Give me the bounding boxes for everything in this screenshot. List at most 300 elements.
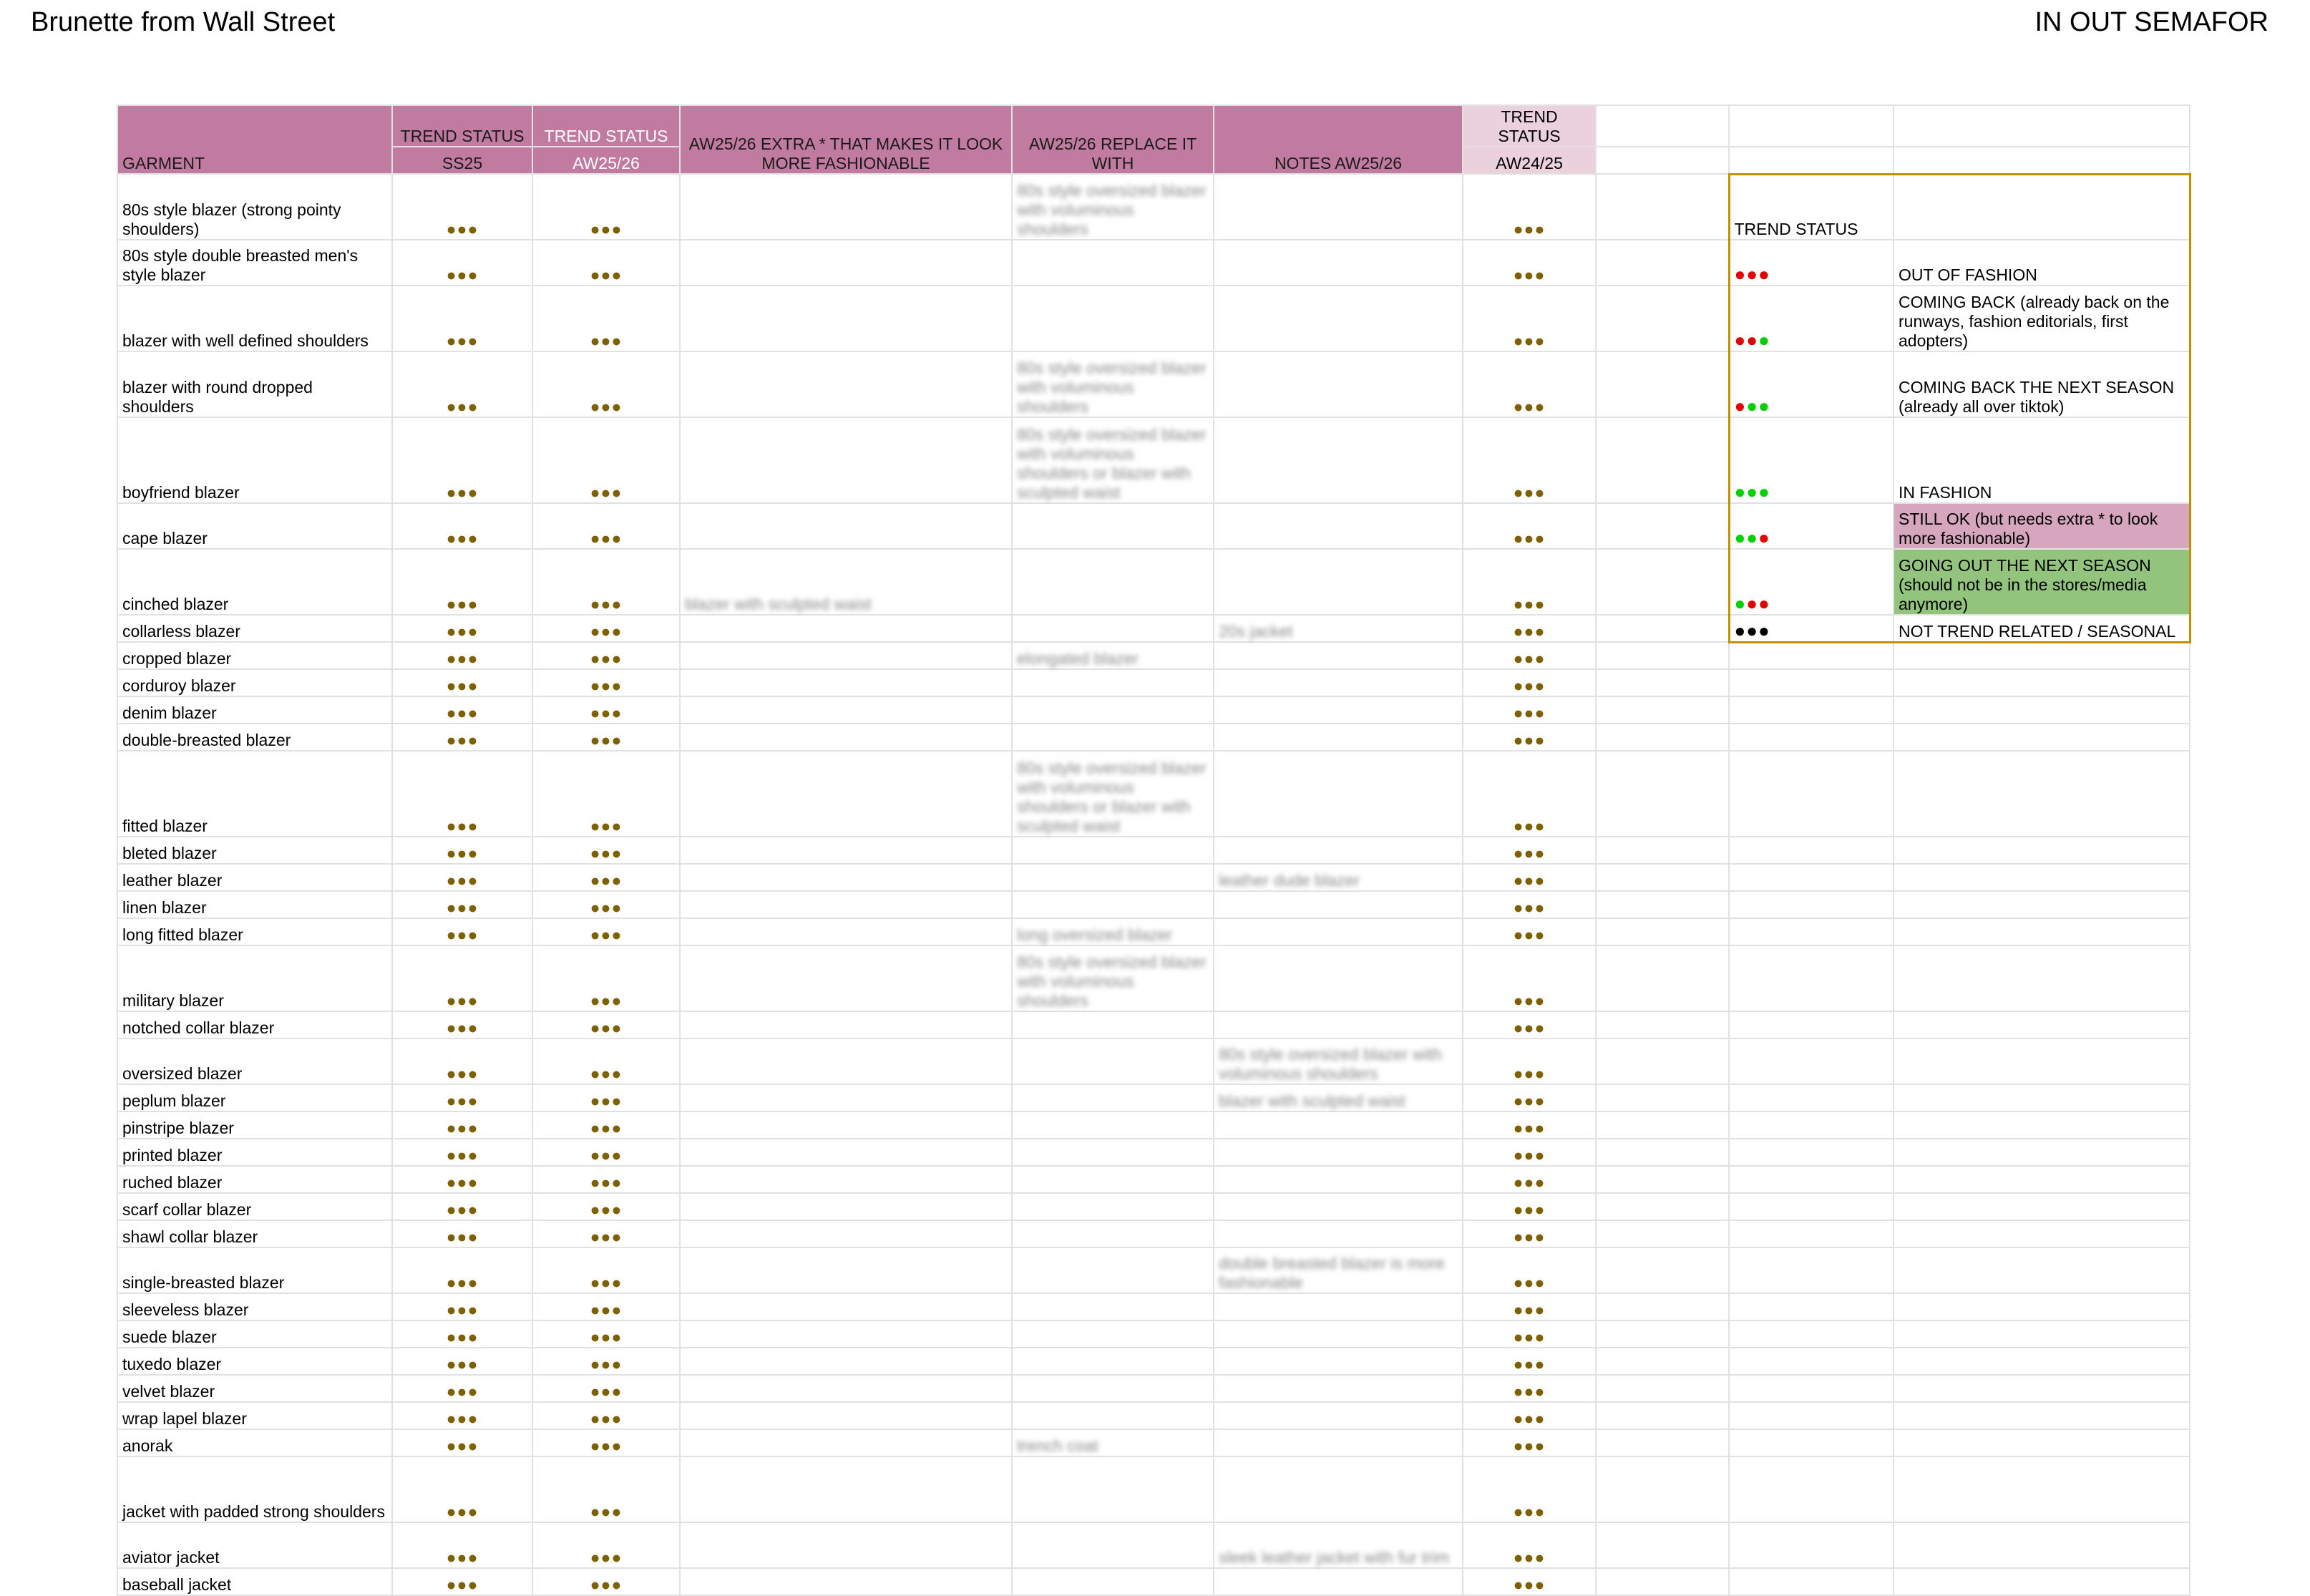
extra-cell xyxy=(680,918,1012,945)
notes-cell xyxy=(1214,1402,1463,1429)
empty-cell xyxy=(1596,549,1729,615)
status-dots-ss25: ●●● xyxy=(392,642,532,669)
legend-dots-cell xyxy=(1729,837,1894,864)
replace-cell xyxy=(1012,1193,1214,1220)
empty-cell xyxy=(1596,503,1729,549)
legend-title: TREND STATUS xyxy=(1729,174,1894,240)
replace-cell: elongated blazer xyxy=(1012,642,1214,669)
status-dots-aw2425: ●●● xyxy=(1463,1375,1596,1402)
garment-cell: 80s style double breasted men's style blazer xyxy=(117,240,392,286)
legend-dots-cell xyxy=(1729,669,1894,696)
replace-cell xyxy=(1012,1011,1214,1038)
status-dots-aw2526: ●●● xyxy=(532,1038,680,1084)
legend-dot-icon: ● xyxy=(1746,395,1758,417)
notes-cell xyxy=(1214,351,1463,417)
notes-cell xyxy=(1214,918,1463,945)
legend-dots-cell xyxy=(1729,945,1894,1011)
table-row xyxy=(117,751,2190,837)
status-dots-aw2526: ●●● xyxy=(532,1139,680,1166)
extra-cell xyxy=(680,615,1012,642)
legend-label-cell xyxy=(1894,1111,2190,1139)
replace-cell: 80s style oversized blazer with voluminous shoulders xyxy=(1012,351,1214,417)
table-row xyxy=(117,1084,2190,1111)
garment-cell: cropped blazer xyxy=(117,642,392,669)
legend-label: IN FASHION xyxy=(1894,417,2190,503)
notes-cell xyxy=(1214,1220,1463,1247)
replace-cell xyxy=(1012,1038,1214,1084)
extra-cell xyxy=(680,724,1012,751)
garment-cell: corduroy blazer xyxy=(117,669,392,696)
status-dots-aw2526: ●●● xyxy=(532,1402,680,1429)
replace-cell xyxy=(1012,864,1214,891)
notes-cell: 80s style oversized blazer with voluminous shoulders xyxy=(1214,1038,1463,1084)
legend-label-cell xyxy=(1894,864,2190,891)
replace-cell xyxy=(1012,1348,1214,1375)
legend-dots-cell xyxy=(1729,286,1894,351)
replace-cell xyxy=(1012,1402,1214,1429)
empty-cell xyxy=(1596,724,1729,751)
empty-cell xyxy=(1596,615,1729,642)
notes-cell xyxy=(1214,240,1463,286)
empty-cell xyxy=(1596,864,1729,891)
status-dots-ss25: ●●● xyxy=(392,864,532,891)
empty-cell xyxy=(1596,1522,1729,1568)
empty-cell xyxy=(1596,1320,1729,1348)
empty-cell xyxy=(1596,1220,1729,1247)
garment-cell: collarless blazer xyxy=(117,615,392,642)
empty-cell xyxy=(1596,1429,1729,1456)
status-dots-ss25: ●●● xyxy=(392,1193,532,1220)
garment-cell: baseball jacket xyxy=(117,1568,392,1595)
status-dots-ss25: ●●● xyxy=(392,1166,532,1193)
table-row xyxy=(117,642,2190,669)
garment-cell: single-breasted blazer xyxy=(117,1247,392,1293)
empty-cell xyxy=(1596,751,1729,837)
legend-dots-cell xyxy=(1729,1375,1894,1402)
table-row xyxy=(117,286,2190,351)
status-dots-aw2526: ●●● xyxy=(532,417,680,503)
status-dots-aw2425: ●●● xyxy=(1463,918,1596,945)
status-dots-ss25: ●●● xyxy=(392,549,532,615)
header-replace: AW25/26 REPLACE IT WITH xyxy=(1012,105,1214,174)
document-right-title: IN OUT SEMAFOR xyxy=(2034,7,2268,37)
empty-cell xyxy=(1596,1193,1729,1220)
legend-dots-cell xyxy=(1729,549,1894,615)
legend-label: STILL OK (but needs extra * to look more fashionable) xyxy=(1894,503,2190,549)
notes-cell: double breasted blazer is more fashionable xyxy=(1214,1247,1463,1293)
replace-cell xyxy=(1012,1166,1214,1193)
garment-cell: peplum blazer xyxy=(117,1084,392,1111)
status-dots-ss25: ●●● xyxy=(392,1247,532,1293)
extra-cell xyxy=(680,1522,1012,1568)
status-dots-ss25: ●●● xyxy=(392,891,532,918)
status-dots-ss25: ●●● xyxy=(392,1375,532,1402)
empty-cell xyxy=(1596,945,1729,1011)
header-extra: AW25/26 EXTRA * THAT MAKES IT LOOK MORE FASHIONABLE xyxy=(680,105,1012,174)
extra-cell xyxy=(680,1193,1012,1220)
status-dots-aw2425: ●●● xyxy=(1463,1247,1596,1293)
table-row xyxy=(117,1522,2190,1568)
status-dots-aw2526: ●●● xyxy=(532,1084,680,1111)
header-trend-status-aw2526: TREND STATUS xyxy=(532,105,680,147)
garment-cell: jacket with padded strong shoulders xyxy=(117,1456,392,1522)
extra-cell xyxy=(680,891,1012,918)
empty-cell xyxy=(1596,837,1729,864)
replace-cell xyxy=(1012,1220,1214,1247)
replace-cell: 80s style oversized blazer with voluminous shoulders or blazer with sculpted waist xyxy=(1012,751,1214,837)
extra-cell xyxy=(680,1568,1012,1595)
legend-dots-cell xyxy=(1729,642,1894,669)
status-dots-ss25: ●●● xyxy=(392,669,532,696)
status-dots-aw2425: ●●● xyxy=(1463,286,1596,351)
legend-dots-cell xyxy=(1729,891,1894,918)
status-dots-ss25: ●●● xyxy=(392,1011,532,1038)
extra-cell xyxy=(680,1429,1012,1456)
table-row xyxy=(117,1011,2190,1038)
legend-dots-cell xyxy=(1729,1038,1894,1084)
status-dots-aw2425: ●●● xyxy=(1463,1084,1596,1111)
status-dots-aw2425: ●●● xyxy=(1463,1568,1596,1595)
garment-cell: sleeveless blazer xyxy=(117,1293,392,1320)
table-row xyxy=(117,1293,2190,1320)
table-row xyxy=(117,615,2190,642)
status-dots-aw2526: ●●● xyxy=(532,1111,680,1139)
extra-cell xyxy=(680,1139,1012,1166)
legend-label-cell xyxy=(1894,724,2190,751)
extra-cell xyxy=(680,1456,1012,1522)
legend-label: COMING BACK (already back on the runways, fashion editorials, first adopters) xyxy=(1894,286,2190,351)
status-dots-aw2425: ●●● xyxy=(1463,945,1596,1011)
status-dots-aw2526: ●●● xyxy=(532,1011,680,1038)
status-dots-ss25: ●●● xyxy=(392,724,532,751)
table-row xyxy=(117,503,2190,549)
replace-cell xyxy=(1012,503,1214,549)
status-dots-ss25: ●●● xyxy=(392,945,532,1011)
notes-cell xyxy=(1214,1193,1463,1220)
garment-cell: 80s style blazer (strong pointy shoulders) xyxy=(117,174,392,240)
legend-dot-icon: ● xyxy=(1746,263,1758,285)
status-dots-aw2526: ●●● xyxy=(532,724,680,751)
legend-dots-cell xyxy=(1729,724,1894,751)
garment-cell: cinched blazer xyxy=(117,549,392,615)
extra-cell xyxy=(680,1011,1012,1038)
legend-dot-icon: ● xyxy=(1746,329,1758,351)
legend-label-cell xyxy=(1894,1193,2190,1220)
replace-cell xyxy=(1012,240,1214,286)
status-dots-aw2425: ●●● xyxy=(1463,696,1596,724)
empty-cell xyxy=(1596,642,1729,669)
legend-label-cell xyxy=(1894,1084,2190,1111)
status-dots-aw2425: ●●● xyxy=(1463,503,1596,549)
status-dots-aw2526: ●●● xyxy=(532,918,680,945)
legend-dot-icon: ● xyxy=(1758,263,1770,285)
garment-cell: double-breasted blazer xyxy=(117,724,392,751)
garment-cell: military blazer xyxy=(117,945,392,1011)
garment-cell: velvet blazer xyxy=(117,1375,392,1402)
empty-cell xyxy=(1596,1011,1729,1038)
legend-dots-cell xyxy=(1729,1456,1894,1522)
garment-cell: printed blazer xyxy=(117,1139,392,1166)
notes-cell xyxy=(1214,1293,1463,1320)
empty-cell xyxy=(1596,1166,1729,1193)
status-dots-aw2425: ●●● xyxy=(1463,1402,1596,1429)
extra-cell xyxy=(680,751,1012,837)
replace-cell xyxy=(1012,549,1214,615)
legend-dot-icon: ● xyxy=(1734,593,1747,614)
status-dots-ss25: ●●● xyxy=(392,286,532,351)
empty-cell xyxy=(1596,105,1729,147)
status-dots-aw2425: ●●● xyxy=(1463,417,1596,503)
legend-dot-icon: ● xyxy=(1758,481,1770,502)
replace-cell xyxy=(1012,1293,1214,1320)
status-dots-aw2425: ●●● xyxy=(1463,351,1596,417)
notes-cell xyxy=(1214,1166,1463,1193)
garment-cell: bleted blazer xyxy=(117,837,392,864)
legend-label-cell xyxy=(1894,174,2190,240)
status-dots-ss25: ●●● xyxy=(392,751,532,837)
status-dots-ss25: ●●● xyxy=(392,696,532,724)
notes-cell xyxy=(1214,669,1463,696)
table-row xyxy=(117,1220,2190,1247)
extra-cell xyxy=(680,945,1012,1011)
notes-cell xyxy=(1214,1375,1463,1402)
notes-cell xyxy=(1214,696,1463,724)
status-dots-aw2526: ●●● xyxy=(532,837,680,864)
status-dots-aw2425: ●●● xyxy=(1463,669,1596,696)
table-row xyxy=(117,240,2190,286)
legend-dots-cell xyxy=(1729,1011,1894,1038)
status-dots-ss25: ●●● xyxy=(392,417,532,503)
replace-cell xyxy=(1012,1139,1214,1166)
status-dots-aw2425: ●●● xyxy=(1463,615,1596,642)
legend-label-cell xyxy=(1894,669,2190,696)
header-aw2425: AW24/25 xyxy=(1463,147,1596,174)
notes-cell xyxy=(1214,1348,1463,1375)
legend-dots-cell xyxy=(1729,1247,1894,1293)
status-dots-ss25: ●●● xyxy=(392,1320,532,1348)
garment-cell: wrap lapel blazer xyxy=(117,1402,392,1429)
garment-cell: blazer with well defined shoulders xyxy=(117,286,392,351)
status-dots-aw2526: ●●● xyxy=(532,696,680,724)
legend-label: GOING OUT THE NEXT SEASON (should not be in the stores/media anymore) xyxy=(1894,549,2190,615)
replace-cell xyxy=(1012,837,1214,864)
extra-cell xyxy=(680,1293,1012,1320)
legend-dots-cell xyxy=(1729,1402,1894,1429)
status-dots-aw2526: ●●● xyxy=(532,1348,680,1375)
replace-cell xyxy=(1012,1375,1214,1402)
legend-label-cell xyxy=(1894,1429,2190,1456)
notes-cell xyxy=(1214,1011,1463,1038)
legend-label: NOT TREND RELATED / SEASONAL xyxy=(1894,615,2190,642)
notes-cell xyxy=(1214,1111,1463,1139)
notes-cell xyxy=(1214,1320,1463,1348)
status-dots-ss25: ●●● xyxy=(392,1522,532,1568)
legend-dot-icon: ● xyxy=(1746,619,1758,641)
empty-cell xyxy=(1596,147,1729,174)
legend-dots-cell xyxy=(1729,864,1894,891)
status-dots-aw2526: ●●● xyxy=(532,891,680,918)
replace-cell xyxy=(1012,1320,1214,1348)
table-row xyxy=(117,724,2190,751)
legend-label-cell xyxy=(1894,891,2190,918)
garment-cell: notched collar blazer xyxy=(117,1011,392,1038)
status-dots-aw2425: ●●● xyxy=(1463,837,1596,864)
extra-cell xyxy=(680,696,1012,724)
status-dots-aw2425: ●●● xyxy=(1463,1038,1596,1084)
table-row xyxy=(117,549,2190,615)
replace-cell xyxy=(1012,1522,1214,1568)
empty-cell xyxy=(1596,1402,1729,1429)
garment-cell: pinstripe blazer xyxy=(117,1111,392,1139)
status-dots-aw2425: ●●● xyxy=(1463,1011,1596,1038)
empty-cell xyxy=(1596,1139,1729,1166)
legend-dots-cell xyxy=(1729,1320,1894,1348)
header-aw2526: AW25/26 xyxy=(532,147,680,174)
garment-cell: blazer with round dropped shoulders xyxy=(117,351,392,417)
status-dots-aw2526: ●●● xyxy=(532,286,680,351)
legend-label-cell xyxy=(1894,918,2190,945)
replace-cell xyxy=(1012,286,1214,351)
empty-cell xyxy=(1596,240,1729,286)
replace-cell: trench coat xyxy=(1012,1429,1214,1456)
notes-cell: leather dude blazer xyxy=(1214,864,1463,891)
empty-cell xyxy=(1596,286,1729,351)
table-row xyxy=(117,1375,2190,1402)
header-notes: NOTES AW25/26 xyxy=(1214,105,1463,174)
status-dots-aw2425: ●●● xyxy=(1463,1429,1596,1456)
table-row xyxy=(117,1247,2190,1293)
legend-dots-cell xyxy=(1729,751,1894,837)
empty-cell xyxy=(1729,105,1894,147)
replace-cell: 80s style oversized blazer with voluminous shoulders or blazer with sculpted waist xyxy=(1012,417,1214,503)
table-row xyxy=(117,1193,2190,1220)
notes-cell xyxy=(1214,1456,1463,1522)
replace-cell xyxy=(1012,891,1214,918)
garment-cell: fitted blazer xyxy=(117,751,392,837)
table-row xyxy=(117,1320,2190,1348)
empty-cell xyxy=(1596,1038,1729,1084)
table-row xyxy=(117,1456,2190,1522)
status-dots-aw2526: ●●● xyxy=(532,240,680,286)
status-dots-aw2526: ●●● xyxy=(532,1429,680,1456)
legend-label-cell xyxy=(1894,1139,2190,1166)
empty-cell xyxy=(1596,1111,1729,1139)
table-row xyxy=(117,696,2190,724)
status-dots-aw2526: ●●● xyxy=(532,1568,680,1595)
header-garment: GARMENT xyxy=(117,105,392,174)
status-dots-aw2425: ●●● xyxy=(1463,1166,1596,1193)
trend-table xyxy=(117,104,2191,1596)
legend-label-cell xyxy=(1894,1456,2190,1522)
replace-cell: 80s style oversized blazer with voluminous shoulders xyxy=(1012,174,1214,240)
status-dots-aw2425: ●●● xyxy=(1463,724,1596,751)
empty-cell xyxy=(1596,351,1729,417)
status-dots-aw2526: ●●● xyxy=(532,351,680,417)
garment-cell: tuxedo blazer xyxy=(117,1348,392,1375)
status-dots-aw2425: ●●● xyxy=(1463,1193,1596,1220)
status-dots-aw2425: ●●● xyxy=(1463,1320,1596,1348)
extra-cell xyxy=(680,503,1012,549)
table-row xyxy=(117,891,2190,918)
extra-cell xyxy=(680,1375,1012,1402)
extra-cell xyxy=(680,240,1012,286)
replace-cell xyxy=(1012,1568,1214,1595)
status-dots-ss25: ●●● xyxy=(392,1220,532,1247)
garment-cell: denim blazer xyxy=(117,696,392,724)
status-dots-ss25: ●●● xyxy=(392,918,532,945)
legend-label-cell xyxy=(1894,642,2190,669)
empty-cell xyxy=(1596,1293,1729,1320)
table-row xyxy=(117,174,2190,240)
empty-cell xyxy=(1729,147,1894,174)
garment-cell: suede blazer xyxy=(117,1320,392,1348)
status-dots-aw2425: ●●● xyxy=(1463,549,1596,615)
garment-cell: scarf collar blazer xyxy=(117,1193,392,1220)
legend-label-cell xyxy=(1894,1375,2190,1402)
extra-cell xyxy=(680,864,1012,891)
legend-dot-icon: ● xyxy=(1758,329,1770,351)
status-dots-aw2425: ●●● xyxy=(1463,642,1596,669)
legend-dot-icon: ● xyxy=(1734,619,1747,641)
header-row-1 xyxy=(117,105,2190,147)
notes-cell xyxy=(1214,549,1463,615)
status-dots-ss25: ●●● xyxy=(392,351,532,417)
status-dots-aw2526: ●●● xyxy=(532,1456,680,1522)
legend-label-cell xyxy=(1894,1320,2190,1348)
garment-cell: leather blazer xyxy=(117,864,392,891)
legend-dots-cell xyxy=(1729,503,1894,549)
table-row xyxy=(117,1568,2190,1595)
status-dots-ss25: ●●● xyxy=(392,1568,532,1595)
legend-dot-icon: ● xyxy=(1734,527,1747,548)
status-dots-aw2425: ●●● xyxy=(1463,751,1596,837)
status-dots-aw2526: ●●● xyxy=(532,1320,680,1348)
legend-dot-icon: ● xyxy=(1758,395,1770,417)
legend-dots-cell xyxy=(1729,240,1894,286)
replace-cell xyxy=(1012,1084,1214,1111)
legend-dots-cell xyxy=(1729,1293,1894,1320)
notes-cell xyxy=(1214,417,1463,503)
status-dots-aw2425: ●●● xyxy=(1463,1139,1596,1166)
status-dots-aw2526: ●●● xyxy=(532,1522,680,1568)
empty-cell xyxy=(1596,174,1729,240)
replace-cell xyxy=(1012,1111,1214,1139)
table-row xyxy=(117,669,2190,696)
status-dots-aw2526: ●●● xyxy=(532,1375,680,1402)
status-dots-aw2425: ●●● xyxy=(1463,1522,1596,1568)
legend-dots-cell xyxy=(1729,1522,1894,1568)
empty-cell xyxy=(1894,105,2190,147)
status-dots-aw2526: ●●● xyxy=(532,174,680,240)
extra-cell xyxy=(680,351,1012,417)
status-dots-aw2526: ●●● xyxy=(532,615,680,642)
legend-dots-cell xyxy=(1729,1084,1894,1111)
status-dots-ss25: ●●● xyxy=(392,837,532,864)
empty-cell xyxy=(1596,669,1729,696)
garment-cell: shawl collar blazer xyxy=(117,1220,392,1247)
extra-cell xyxy=(680,1402,1012,1429)
legend-label-cell xyxy=(1894,1220,2190,1247)
table-row xyxy=(117,1348,2190,1375)
extra-cell xyxy=(680,1166,1012,1193)
legend-label-cell xyxy=(1894,1038,2190,1084)
legend-dots-cell xyxy=(1729,1111,1894,1139)
legend-label-cell xyxy=(1894,1247,2190,1293)
legend-label: OUT OF FASHION xyxy=(1894,240,2190,286)
extra-cell: blazer with sculpted waist xyxy=(680,549,1012,615)
notes-cell xyxy=(1214,945,1463,1011)
table-row xyxy=(117,864,2190,891)
